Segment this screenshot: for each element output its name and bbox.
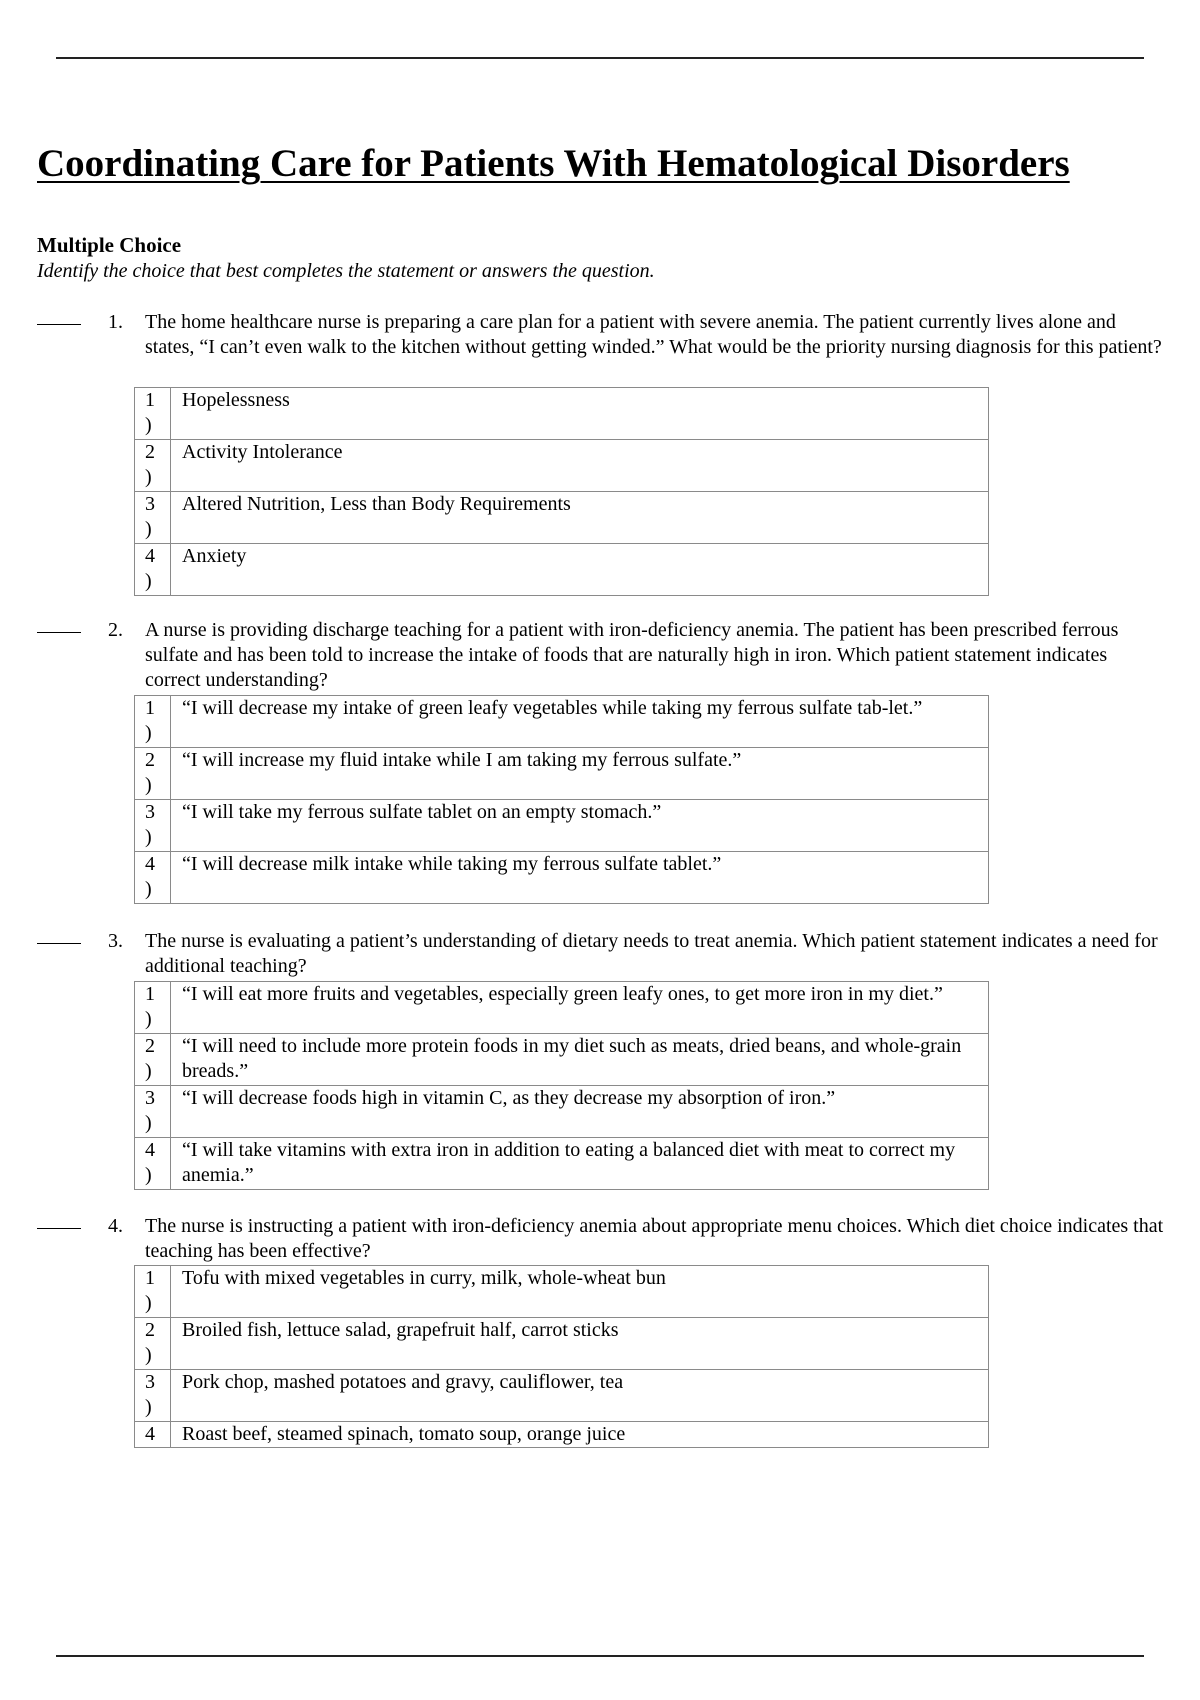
option-number: 3 ) bbox=[135, 1370, 171, 1422]
option-number: 2 ) bbox=[135, 1318, 171, 1370]
option-text: “I will eat more fruits and vegetables, especially green leafy ones, to get more iron in my diet.” bbox=[171, 982, 989, 1034]
option-text: “I will decrease foods high in vitamin C, as they decrease my absorption of iron.” bbox=[171, 1086, 989, 1138]
option-row[interactable] bbox=[135, 852, 989, 904]
options-table bbox=[134, 695, 989, 904]
option-row[interactable] bbox=[135, 1370, 989, 1422]
options-table bbox=[134, 1265, 989, 1448]
option-number: 3 ) bbox=[135, 800, 171, 852]
option-row[interactable] bbox=[135, 748, 989, 800]
answer-blank[interactable] bbox=[37, 943, 81, 944]
options-table bbox=[134, 387, 989, 596]
option-number: 1 ) bbox=[135, 982, 171, 1034]
question-stem: The home healthcare nurse is preparing a care plan for a patient with severe anemia. The patient currently lives alone and states, “I can’t even walk to the kitchen without getting winded.” What would be the priority nursing diagnosis for this patient? bbox=[145, 311, 1162, 358]
answer-blank[interactable] bbox=[37, 632, 81, 633]
option-text: Tofu with mixed vegetables in curry, milk, whole-wheat bun bbox=[171, 1266, 989, 1318]
option-text: Broiled fish, lettuce salad, grapefruit half, carrot sticks bbox=[171, 1318, 989, 1370]
option-number: 1 ) bbox=[135, 388, 171, 440]
question-stem: The nurse is instructing a patient with iron-deficiency anemia about appropriate menu choices. Which diet choice indicates that teaching has been effective? bbox=[145, 1215, 1164, 1262]
option-text: Roast beef, steamed spinach, tomato soup, orange juice bbox=[171, 1422, 989, 1448]
option-text: “I will take my ferrous sulfate tablet on an empty stomach.” bbox=[171, 800, 989, 852]
option-row[interactable] bbox=[135, 982, 989, 1034]
option-number: 3 ) bbox=[135, 492, 171, 544]
option-text: “I will need to include more protein foods in my diet such as meats, dried beans, and whole-grain breads.” bbox=[171, 1034, 989, 1086]
question-stem: The nurse is evaluating a patient’s understanding of dietary needs to treat anemia. Which patient statement indicates a need for additional teaching? bbox=[145, 930, 1158, 977]
header-rule bbox=[56, 57, 1144, 59]
option-number: 1 ) bbox=[135, 696, 171, 748]
option-row[interactable] bbox=[135, 1318, 989, 1370]
options-table bbox=[134, 981, 989, 1190]
option-text: Pork chop, mashed potatoes and gravy, cauliflower, tea bbox=[171, 1370, 989, 1422]
option-text: “I will take vitamins with extra iron in addition to eating a balanced diet with meat to correct my anemia.” bbox=[171, 1138, 989, 1190]
question-number: 2. bbox=[108, 619, 123, 641]
section-heading: Multiple Choice bbox=[37, 233, 182, 257]
option-row[interactable] bbox=[135, 440, 989, 492]
option-row[interactable] bbox=[135, 1138, 989, 1190]
option-text: “I will decrease milk intake while taking my ferrous sulfate tablet.” bbox=[171, 852, 989, 904]
option-text: Altered Nutrition, Less than Body Requirements bbox=[171, 492, 989, 544]
option-text: “I will decrease my intake of green leafy vegetables while taking my ferrous sulfate tab-let.” bbox=[171, 696, 989, 748]
option-number: 4 ) bbox=[135, 852, 171, 904]
instructions: Identify the choice that best completes the statement or answers the question. bbox=[37, 260, 655, 282]
option-row[interactable] bbox=[135, 800, 989, 852]
answer-blank[interactable] bbox=[37, 324, 81, 325]
footer-rule bbox=[56, 1655, 1144, 1657]
option-number: 4 bbox=[135, 1422, 171, 1448]
option-number: 1 ) bbox=[135, 1266, 171, 1318]
answer-blank[interactable] bbox=[37, 1228, 81, 1229]
page-title: Coordinating Care for Patients With Hematological Disorders bbox=[37, 142, 1070, 185]
option-number: 3 ) bbox=[135, 1086, 171, 1138]
option-number: 2 ) bbox=[135, 748, 171, 800]
option-number: 2 ) bbox=[135, 1034, 171, 1086]
option-row[interactable] bbox=[135, 1086, 989, 1138]
option-row[interactable] bbox=[135, 1266, 989, 1318]
question-number: 4. bbox=[108, 1215, 123, 1237]
option-text: Activity Intolerance bbox=[171, 440, 989, 492]
question-number: 3. bbox=[108, 930, 123, 952]
option-row[interactable] bbox=[135, 388, 989, 440]
option-text: Anxiety bbox=[171, 544, 989, 596]
option-text: Hopelessness bbox=[171, 388, 989, 440]
option-number: 4 ) bbox=[135, 544, 171, 596]
option-row[interactable] bbox=[135, 1034, 989, 1086]
option-text: “I will increase my fluid intake while I am taking my ferrous sulfate.” bbox=[171, 748, 989, 800]
option-row[interactable] bbox=[135, 544, 989, 596]
option-row[interactable] bbox=[135, 1422, 989, 1448]
option-number: 4 ) bbox=[135, 1138, 171, 1190]
question-number: 1. bbox=[108, 311, 123, 333]
option-row[interactable] bbox=[135, 696, 989, 748]
option-number: 2 ) bbox=[135, 440, 171, 492]
question-stem: A nurse is providing discharge teaching for a patient with iron-deficiency anemia. The patient has been prescribed ferrous sulfate and has been told to increase the intake of foods that are naturally high in iron. Which patient statement indicates correct understanding? bbox=[145, 619, 1119, 691]
option-row[interactable] bbox=[135, 492, 989, 544]
